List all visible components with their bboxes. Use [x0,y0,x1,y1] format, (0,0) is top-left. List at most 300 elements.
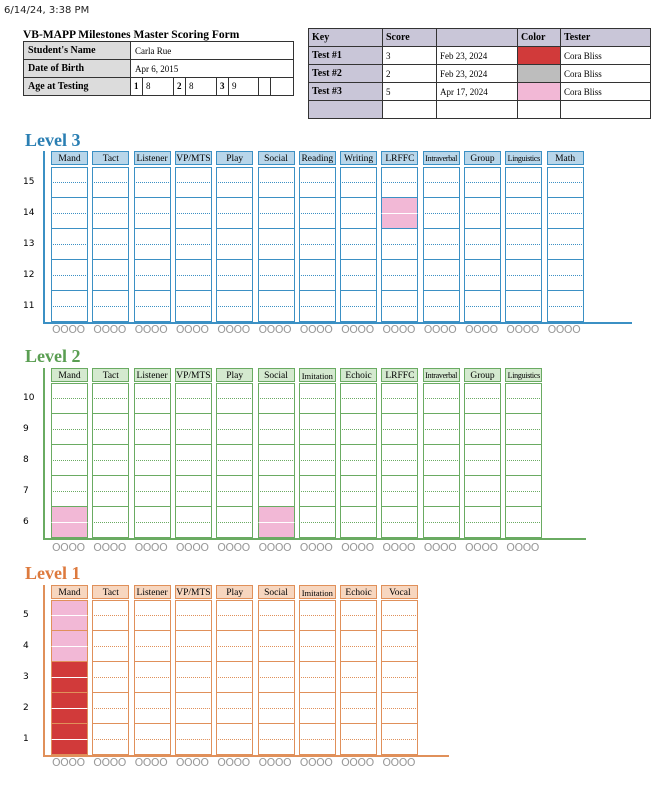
milestone-cell[interactable] [258,523,295,539]
score-circles[interactable]: OOOO [547,323,581,336]
milestone-cell[interactable] [340,724,377,740]
milestone-cell[interactable] [464,229,501,245]
milestone-cell[interactable] [505,167,542,183]
milestone-cell[interactable] [423,414,460,430]
milestone-cell[interactable] [92,383,129,399]
milestone-cell[interactable] [51,724,88,740]
key-tester-1[interactable]: Cora Bliss [561,47,651,65]
milestone-cell[interactable] [299,523,336,539]
score-circles[interactable]: OOOO [93,323,126,336]
milestone-cell[interactable] [258,616,295,632]
milestone-cell[interactable] [505,476,542,492]
milestone-cell[interactable] [216,307,253,323]
milestone-cell[interactable] [134,430,171,446]
milestone-cell[interactable] [134,214,171,230]
milestone-cell[interactable] [464,167,501,183]
milestone-cell[interactable] [92,600,129,616]
score-circles[interactable]: OOOO [52,323,85,336]
milestone-cell[interactable] [340,260,377,276]
milestone-cell[interactable] [381,631,418,647]
milestone-cell[interactable] [216,229,253,245]
milestone-cell[interactable] [547,198,584,214]
milestone-cell[interactable] [464,492,501,508]
milestone-cell[interactable] [216,245,253,261]
milestone-cell[interactable] [51,647,88,663]
milestone-cell[interactable] [505,198,542,214]
milestone-cell[interactable] [381,461,418,477]
milestone-cell[interactable] [216,445,253,461]
milestone-cell[interactable] [547,276,584,292]
milestone-cell[interactable] [547,260,584,276]
milestone-cell[interactable] [92,214,129,230]
milestone-cell[interactable] [505,399,542,415]
milestone-cell[interactable] [51,214,88,230]
milestone-cell[interactable] [547,229,584,245]
key-tester-2[interactable]: Cora Bliss [561,65,651,83]
milestone-cell[interactable] [51,523,88,539]
milestone-cell[interactable] [505,445,542,461]
milestone-cell[interactable] [92,167,129,183]
milestone-cell[interactable] [134,383,171,399]
milestone-cell[interactable] [258,507,295,523]
milestone-cell[interactable] [134,647,171,663]
milestone-cell[interactable] [216,507,253,523]
milestone-cell[interactable] [134,709,171,725]
milestone-cell[interactable] [423,461,460,477]
milestone-cell[interactable] [505,492,542,508]
milestone-cell[interactable] [340,600,377,616]
milestone-cell[interactable] [505,307,542,323]
milestone-cell[interactable] [258,461,295,477]
milestone-cell[interactable] [92,507,129,523]
milestone-cell[interactable] [92,678,129,694]
key-date-blank[interactable] [437,101,518,119]
milestone-cell[interactable] [134,414,171,430]
milestone-cell[interactable] [258,693,295,709]
milestone-cell[interactable] [381,383,418,399]
score-circles[interactable]: OOOO [52,756,85,769]
milestone-cell[interactable] [340,183,377,199]
score-circles[interactable]: OOOO [465,541,498,554]
milestone-cell[interactable] [423,445,460,461]
milestone-cell[interactable] [258,399,295,415]
milestone-cell[interactable] [299,492,336,508]
milestone-cell[interactable] [547,307,584,323]
milestone-cell[interactable] [134,631,171,647]
milestone-cell[interactable] [51,693,88,709]
milestone-cell[interactable] [258,183,295,199]
milestone-cell[interactable] [92,492,129,508]
milestone-cell[interactable] [340,740,377,756]
milestone-cell[interactable] [51,183,88,199]
milestone-cell[interactable] [175,445,212,461]
milestone-cell[interactable] [175,229,212,245]
milestone-cell[interactable] [381,647,418,663]
milestone-cell[interactable] [51,740,88,756]
milestone-cell[interactable] [134,229,171,245]
milestone-cell[interactable] [299,214,336,230]
milestone-cell[interactable] [92,693,129,709]
milestone-cell[interactable] [92,430,129,446]
milestone-cell[interactable] [175,600,212,616]
milestone-cell[interactable] [175,430,212,446]
milestone-cell[interactable] [258,430,295,446]
milestone-cell[interactable] [464,445,501,461]
milestone-cell[interactable] [258,631,295,647]
key-score-2[interactable]: 2 [383,65,437,83]
milestone-cell[interactable] [340,616,377,632]
milestone-cell[interactable] [464,414,501,430]
milestone-cell[interactable] [51,291,88,307]
milestone-cell[interactable] [134,260,171,276]
milestone-cell[interactable] [92,414,129,430]
key-date-1[interactable]: Feb 23, 2024 [437,47,518,65]
milestone-cell[interactable] [92,523,129,539]
milestone-cell[interactable] [423,507,460,523]
milestone-cell[interactable] [381,600,418,616]
milestone-cell[interactable] [423,476,460,492]
milestone-cell[interactable] [92,245,129,261]
milestone-cell[interactable] [258,383,295,399]
milestone-cell[interactable] [92,647,129,663]
milestone-cell[interactable] [175,214,212,230]
milestone-cell[interactable] [505,229,542,245]
milestone-cell[interactable] [505,383,542,399]
milestone-cell[interactable] [464,260,501,276]
score-circles[interactable]: OOOO [134,541,168,554]
milestone-cell[interactable] [175,383,212,399]
milestone-cell[interactable] [258,291,295,307]
milestone-cell[interactable] [381,523,418,539]
milestone-cell[interactable] [175,276,212,292]
milestone-cell[interactable] [381,229,418,245]
score-circles[interactable]: OOOO [217,541,250,554]
milestone-cell[interactable] [175,662,212,678]
milestone-cell[interactable] [340,214,377,230]
milestone-cell[interactable] [92,476,129,492]
milestone-cell[interactable] [175,647,212,663]
milestone-cell[interactable] [258,476,295,492]
milestone-cell[interactable] [423,229,460,245]
milestone-cell[interactable] [299,461,336,477]
milestone-cell[interactable] [216,430,253,446]
milestone-cell[interactable] [51,445,88,461]
milestone-cell[interactable] [381,399,418,415]
milestone-cell[interactable] [299,198,336,214]
key-date-3[interactable]: Apr 17, 2024 [437,83,518,101]
milestone-cell[interactable] [258,276,295,292]
milestone-cell[interactable] [258,214,295,230]
milestone-cell[interactable] [92,740,129,756]
milestone-cell[interactable] [175,245,212,261]
milestone-cell[interactable] [340,678,377,694]
milestone-cell[interactable] [134,276,171,292]
milestone-cell[interactable] [464,291,501,307]
milestone-cell[interactable] [299,724,336,740]
milestone-cell[interactable] [340,198,377,214]
milestone-cell[interactable] [134,476,171,492]
milestone-cell[interactable] [175,476,212,492]
milestone-cell[interactable] [175,260,212,276]
milestone-cell[interactable] [340,662,377,678]
score-circles[interactable]: OOOO [175,756,209,769]
score-circles[interactable]: OOOO [465,323,498,336]
milestone-cell[interactable] [464,183,501,199]
milestone-cell[interactable] [51,430,88,446]
milestone-cell[interactable] [340,631,377,647]
milestone-cell[interactable] [216,183,253,199]
milestone-cell[interactable] [505,523,542,539]
milestone-cell[interactable] [92,276,129,292]
milestone-cell[interactable] [299,740,336,756]
milestone-cell[interactable] [340,229,377,245]
milestone-cell[interactable] [92,662,129,678]
milestone-cell[interactable] [340,245,377,261]
milestone-cell[interactable] [92,183,129,199]
milestone-cell[interactable] [299,678,336,694]
milestone-cell[interactable] [299,291,336,307]
score-circles[interactable]: OOOO [299,541,333,554]
milestone-cell[interactable] [340,383,377,399]
key-date-2[interactable]: Feb 23, 2024 [437,65,518,83]
milestone-cell[interactable] [258,229,295,245]
milestone-cell[interactable] [464,461,501,477]
milestone-cell[interactable] [216,276,253,292]
milestone-cell[interactable] [423,183,460,199]
milestone-cell[interactable] [464,307,501,323]
milestone-cell[interactable] [216,167,253,183]
milestone-cell[interactable] [175,724,212,740]
milestone-cell[interactable] [92,260,129,276]
age-values[interactable] [131,78,294,96]
milestone-cell[interactable] [51,662,88,678]
milestone-cell[interactable] [216,616,253,632]
key-color-swatch-3[interactable] [518,83,561,101]
key-color-swatch-2[interactable] [518,65,561,83]
milestone-cell[interactable] [299,693,336,709]
score-circles[interactable]: OOOO [134,323,168,336]
milestone-cell[interactable] [299,662,336,678]
milestone-cell[interactable] [299,183,336,199]
score-circles[interactable]: OOOO [506,323,539,336]
score-circles[interactable]: OOOO [341,756,374,769]
milestone-cell[interactable] [464,430,501,446]
milestone-cell[interactable] [381,167,418,183]
milestone-cell[interactable] [134,600,171,616]
milestone-cell[interactable] [175,523,212,539]
milestone-cell[interactable] [381,507,418,523]
milestone-cell[interactable] [505,245,542,261]
key-score-3[interactable]: 5 [383,83,437,101]
score-circles[interactable]: OOOO [258,323,292,336]
key-color-swatch-1[interactable] [518,47,561,65]
score-circles[interactable]: OOOO [134,756,168,769]
milestone-cell[interactable] [505,214,542,230]
milestone-cell[interactable] [299,616,336,632]
milestone-cell[interactable] [92,307,129,323]
milestone-cell[interactable] [92,461,129,477]
milestone-cell[interactable] [340,291,377,307]
milestone-cell[interactable] [423,430,460,446]
milestone-cell[interactable] [381,307,418,323]
milestone-cell[interactable] [464,383,501,399]
milestone-cell[interactable] [381,445,418,461]
milestone-cell[interactable] [134,492,171,508]
milestone-cell[interactable] [299,445,336,461]
milestone-cell[interactable] [134,507,171,523]
milestone-cell[interactable] [299,229,336,245]
key-tester-blank[interactable] [561,101,651,119]
milestone-cell[interactable] [175,616,212,632]
milestone-cell[interactable] [175,167,212,183]
milestone-cell[interactable] [505,260,542,276]
score-circles[interactable]: OOOO [423,323,457,336]
milestone-cell[interactable] [134,198,171,214]
milestone-cell[interactable] [134,724,171,740]
milestone-cell[interactable] [381,740,418,756]
milestone-cell[interactable] [175,399,212,415]
milestone-cell[interactable] [92,724,129,740]
milestone-cell[interactable] [216,523,253,539]
score-circles[interactable]: OOOO [506,541,539,554]
milestone-cell[interactable] [340,461,377,477]
score-circles[interactable]: OOOO [341,323,374,336]
milestone-cell[interactable] [381,693,418,709]
milestone-cell[interactable] [299,507,336,523]
milestone-cell[interactable] [175,461,212,477]
milestone-cell[interactable] [51,383,88,399]
milestone-cell[interactable] [547,183,584,199]
milestone-cell[interactable] [216,461,253,477]
key-score-1[interactable]: 3 [383,47,437,65]
milestone-cell[interactable] [505,414,542,430]
milestone-cell[interactable] [134,523,171,539]
milestone-cell[interactable] [51,631,88,647]
milestone-cell[interactable] [258,445,295,461]
milestone-cell[interactable] [258,198,295,214]
milestone-cell[interactable] [423,523,460,539]
milestone-cell[interactable] [175,631,212,647]
milestone-cell[interactable] [134,662,171,678]
milestone-cell[interactable] [216,476,253,492]
score-circles[interactable]: OOOO [341,541,374,554]
key-score-blank[interactable] [383,101,437,119]
milestone-cell[interactable] [175,678,212,694]
student-name-value[interactable]: Carla Rue [131,42,294,60]
milestone-cell[interactable] [423,245,460,261]
milestone-cell[interactable] [299,430,336,446]
score-circles[interactable]: OOOO [382,756,416,769]
milestone-cell[interactable] [258,709,295,725]
score-circles[interactable]: OOOO [258,756,292,769]
milestone-cell[interactable] [340,414,377,430]
milestone-cell[interactable] [258,245,295,261]
milestone-cell[interactable] [381,616,418,632]
milestone-cell[interactable] [51,461,88,477]
milestone-cell[interactable] [258,414,295,430]
milestone-cell[interactable] [381,709,418,725]
milestone-cell[interactable] [51,414,88,430]
milestone-cell[interactable] [423,492,460,508]
milestone-cell[interactable] [175,307,212,323]
milestone-cell[interactable] [258,492,295,508]
milestone-cell[interactable] [381,183,418,199]
milestone-cell[interactable] [299,307,336,323]
milestone-cell[interactable] [340,276,377,292]
milestone-cell[interactable] [258,740,295,756]
milestone-cell[interactable] [92,445,129,461]
milestone-cell[interactable] [423,399,460,415]
milestone-cell[interactable] [381,245,418,261]
milestone-cell[interactable] [51,476,88,492]
milestone-cell[interactable] [299,260,336,276]
milestone-cell[interactable] [216,678,253,694]
key-tester-3[interactable]: Cora Bliss [561,83,651,101]
milestone-cell[interactable] [216,740,253,756]
milestone-cell[interactable] [505,291,542,307]
milestone-cell[interactable] [51,167,88,183]
milestone-cell[interactable] [505,276,542,292]
milestone-cell[interactable] [299,600,336,616]
milestone-cell[interactable] [299,647,336,663]
milestone-cell[interactable] [216,600,253,616]
milestone-cell[interactable] [175,414,212,430]
milestone-cell[interactable] [381,260,418,276]
milestone-cell[interactable] [175,183,212,199]
score-circles[interactable]: OOOO [175,323,209,336]
milestone-cell[interactable] [134,291,171,307]
milestone-cell[interactable] [51,678,88,694]
milestone-cell[interactable] [423,260,460,276]
milestone-cell[interactable] [381,492,418,508]
milestone-cell[interactable] [505,183,542,199]
score-circles[interactable]: OOOO [93,541,126,554]
milestone-cell[interactable] [423,291,460,307]
milestone-cell[interactable] [340,647,377,663]
milestone-cell[interactable] [175,291,212,307]
milestone-cell[interactable] [216,709,253,725]
milestone-cell[interactable] [464,276,501,292]
milestone-cell[interactable] [340,445,377,461]
milestone-cell[interactable] [216,383,253,399]
milestone-cell[interactable] [423,383,460,399]
milestone-cell[interactable] [92,291,129,307]
milestone-cell[interactable] [464,214,501,230]
milestone-cell[interactable] [216,260,253,276]
score-circles[interactable]: OOOO [382,541,416,554]
age-value-2[interactable]: 8 [189,81,194,91]
age-value-3[interactable]: 9 [229,78,259,95]
milestone-cell[interactable] [51,245,88,261]
milestone-cell[interactable] [299,414,336,430]
age-value-1[interactable]: 8 [146,81,151,91]
milestone-cell[interactable] [51,229,88,245]
milestone-cell[interactable] [340,507,377,523]
milestone-cell[interactable] [216,647,253,663]
score-circles[interactable]: OOOO [258,541,292,554]
score-circles[interactable]: OOOO [217,756,250,769]
milestone-cell[interactable] [92,709,129,725]
milestone-cell[interactable] [175,709,212,725]
milestone-cell[interactable] [92,229,129,245]
milestone-cell[interactable] [258,678,295,694]
milestone-cell[interactable] [464,507,501,523]
milestone-cell[interactable] [216,198,253,214]
milestone-cell[interactable] [381,662,418,678]
score-circles[interactable]: OOOO [299,323,333,336]
milestone-cell[interactable] [423,198,460,214]
milestone-cell[interactable] [547,214,584,230]
